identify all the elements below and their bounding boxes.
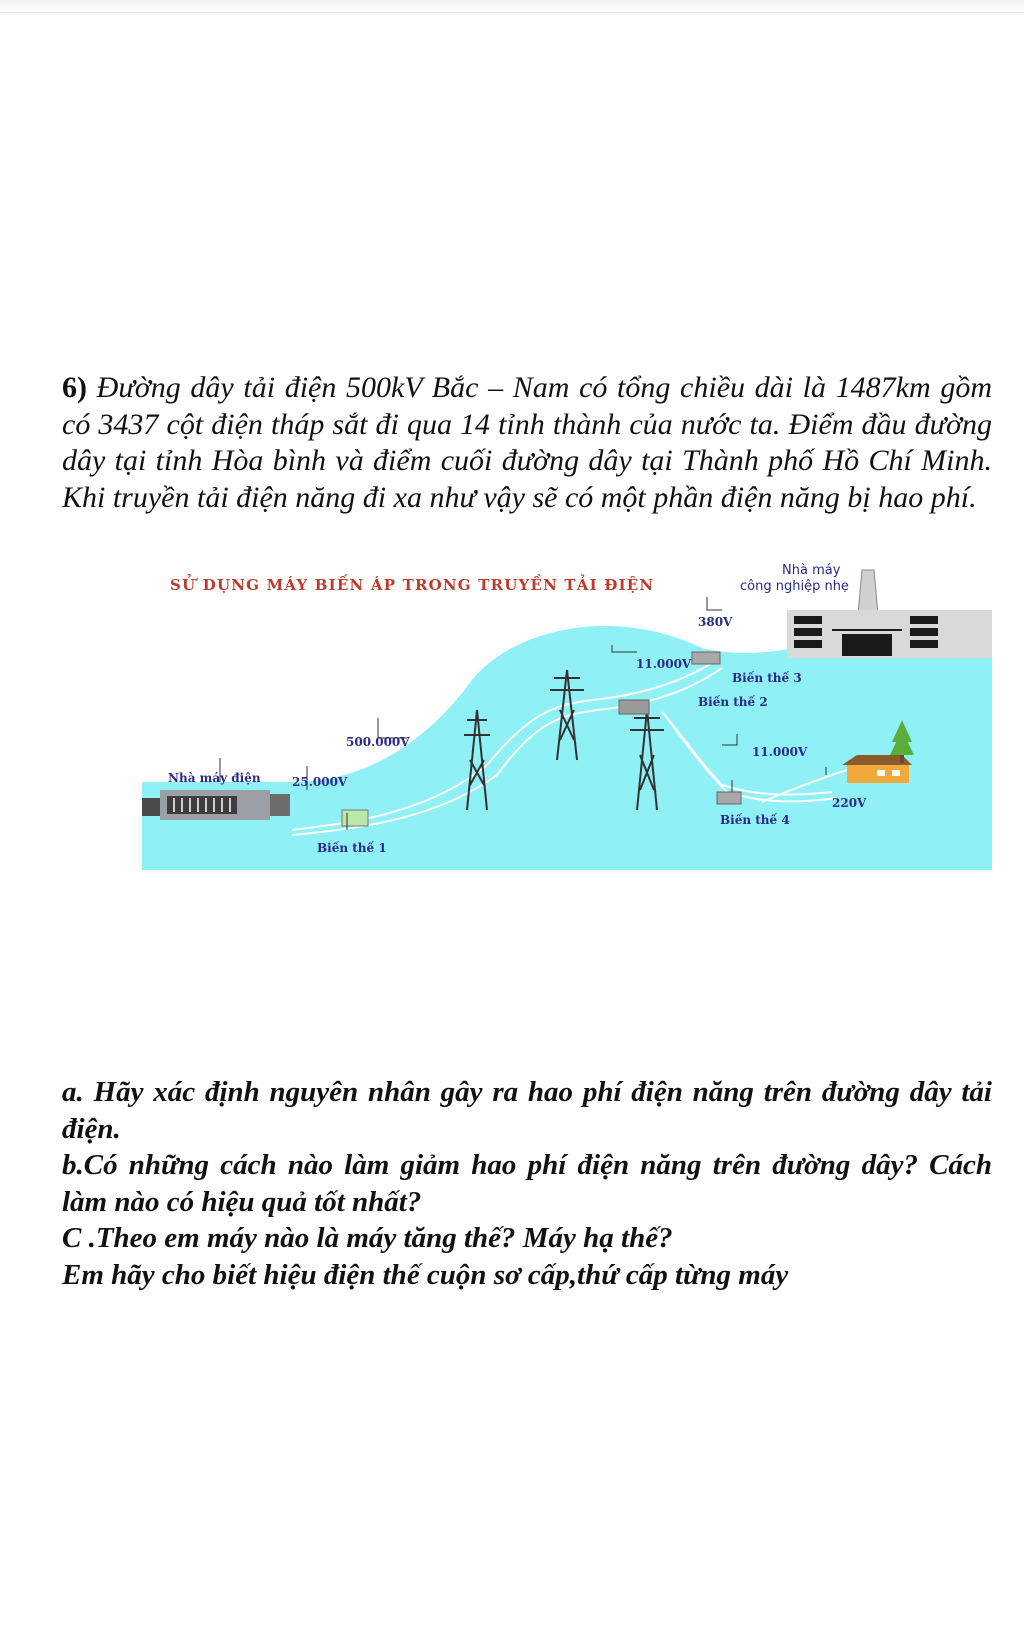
transformer-4-box <box>717 792 741 804</box>
label-power-plant: Nhà máy điện <box>168 771 261 785</box>
part-b: b.Có những cách nào làm giảm hao phí điện năng trên đường dây? Cách làm nào có hiệu quả tốt nhất? <box>62 1149 992 1218</box>
power-plant <box>142 790 290 820</box>
transformer-2-box <box>619 700 649 714</box>
label-transformer-1: Biến thế 1 <box>317 841 387 855</box>
label-500000v: 500.000V <box>346 735 410 749</box>
transmission-diagram <box>142 560 992 870</box>
diagram-svg <box>142 560 992 870</box>
label-11000v-right: 11.000V <box>752 745 808 759</box>
question-paragraph <box>62 370 992 516</box>
label-25000v: 25.000V <box>292 775 348 789</box>
part-c-line1: C .Theo em máy nào là máy tăng thế? Máy hạ thế? <box>62 1222 673 1254</box>
top-border <box>0 0 1024 13</box>
diagram-title: SỬ DỤNG MÁY BIẾN ÁP TRONG TRUYỀN TẢI ĐIỆN <box>170 576 655 594</box>
label-transformer-2: Biến thế 2 <box>698 695 768 709</box>
transformer-1-box <box>342 810 368 826</box>
sub-questions <box>62 1074 992 1293</box>
factory-label-line1: Nhà máy <box>782 563 841 578</box>
factory-label-line2: công nghiệp nhẹ <box>740 579 849 594</box>
label-220v: 220V <box>832 796 867 810</box>
label-transformer-4: Biến thế 4 <box>720 813 790 827</box>
part-c-line2: Em hãy cho biết hiệu điện thế cuộn sơ cấp,thứ cấp từng máy <box>62 1258 789 1291</box>
label-11000v-top: 11.000V <box>636 657 692 671</box>
transformer-3-box <box>692 652 720 664</box>
question-text: Đường dây tải điện 500kV Bắc – Nam có tổng chiều dài là 1487km gồm có 3437 cột điện tháp sắt đi qua 14 tỉnh thành của nước ta. Điểm đầu đường dây tại tỉnh Hòa bình và điểm cuối đường dây tại Thành phố Hồ Chí Minh. Khi truyền tải điện năng đi xa như vậy sẽ có một phần điện năng bị hao phí. <box>62 371 992 514</box>
part-a: a. Hãy xác định nguyên nhân gây ra hao phí điện năng trên đường dây tải điện. <box>62 1076 992 1145</box>
label-transformer-3: Biến thế 3 <box>732 671 802 685</box>
label-380v: 380V <box>698 615 733 629</box>
question-number: 6) <box>62 371 87 404</box>
